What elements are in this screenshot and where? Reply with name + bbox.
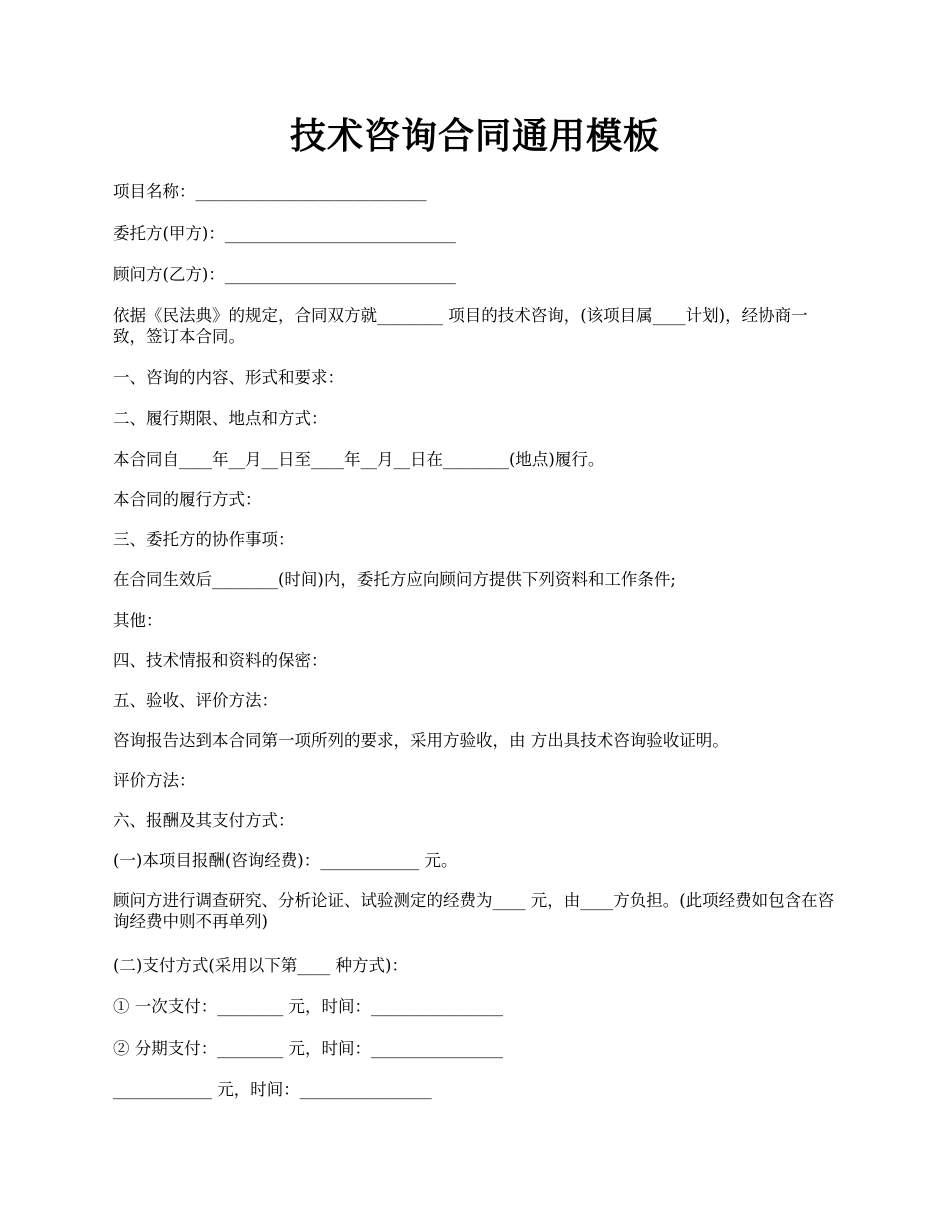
expense-paragraph: 顾问方进行调查研究、分析论证、试验测定的经费为____ 元，由____方负担。(此项经费如包含在咨询经费中则不再单列) (113, 891, 835, 931)
payment-option-1: ① 一次支付：________ 元，时间：________________ (113, 997, 503, 1016)
section-heading-4: 四、技术情报和资料的保密： (113, 651, 328, 670)
field-consultant: 顾问方(乙方)：____________________________ (113, 265, 456, 284)
document-title: 技术咨询合同通用模板 (289, 115, 660, 157)
field-project-name: 项目名称：____________________________ (113, 182, 427, 201)
installment-line: ____________ 元，时间：________________ (113, 1080, 432, 1099)
section-heading-5: 五、验收、评价方法： (113, 691, 278, 710)
section-heading-2: 二、履行期限、地点和方式： (113, 409, 328, 428)
section-heading-3: 三、委托方的协作事项： (113, 530, 295, 549)
performance-method: 本合同的履行方式： (113, 490, 262, 509)
term-paragraph: 本合同自____年__月__日至____年__月__日在________(地点)履行。 (113, 450, 605, 469)
other-line: 其他： (113, 611, 163, 630)
preamble-paragraph: 依据《民法典》的规定，合同双方就________ 项目的技术咨询，(该项目属____计划)，经协商一致，签订本合同。 (113, 306, 808, 346)
payment-method: (二)支付方式(采用以下第____ 种方式)： (113, 956, 408, 975)
section-heading-1: 一、咨询的内容、形式和要求： (113, 368, 344, 387)
evaluation-method: 评价方法： (113, 771, 196, 790)
acceptance-paragraph: 咨询报告达到本合同第一项所列的要求，采用方验收，由 方出具技术咨询验收证明。 (113, 731, 729, 750)
fee-paragraph: (一)本项目报酬(咨询经费)：____________ 元。 (113, 851, 458, 870)
cooperation-paragraph: 在合同生效后________(时间)内，委托方应向顾问方提供下列资料和工作条件; (113, 570, 676, 589)
payment-option-2: ② 分期支付：________ 元，时间：________________ (113, 1039, 503, 1058)
section-heading-6: 六、报酬及其支付方式： (113, 811, 295, 830)
field-client: 委托方(甲方)：____________________________ (113, 224, 456, 243)
